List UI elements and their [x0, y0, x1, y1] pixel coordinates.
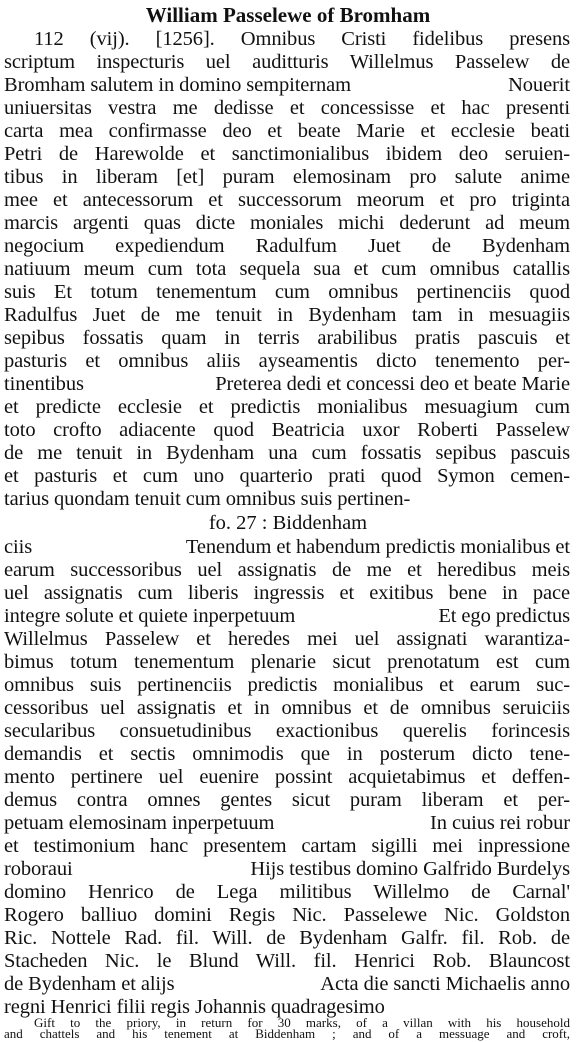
charter-line: domino Henrico de Lega militibus Willelmo de Carnal' — [4, 881, 570, 903]
charter-line: mento pertinere uel euenire possint acquietabimus et deffen- — [4, 766, 570, 788]
charter-line-segment: In cuius rei robur — [430, 812, 570, 834]
charter-line — [4, 858, 570, 880]
charter-line: secularibus consuetudinibus exactionibus querelis forincesis — [4, 720, 570, 742]
charter-line: sepibus fossatis quam in terris arabilibus pratis pascuis et — [4, 327, 570, 349]
charter-line: earum successoribus uel assignatis de me et heredibus meis — [4, 559, 570, 581]
charter-line-segment: Et ego predictus — [438, 605, 570, 627]
charter-line-segment: de Bydenham et alijs — [4, 973, 175, 995]
charter-line: Rogero balliuo domini Regis Nic. Passelewe Nic. Goldston — [4, 904, 570, 926]
charter-line: demus contra omnes gentes sicut puram liberam et per- — [4, 789, 570, 811]
charter-line: Ric. Nottele Rad. fil. Will. de Bydenham Galfr. fil. Rob. de — [4, 927, 570, 949]
charter-line-segment: integre solute et quiete inperpetuum — [4, 605, 296, 627]
charter-line: negocium expediendum Radulfum Juet de Bydenham — [4, 235, 570, 257]
charter-line: marcis argenti quas dicte moniales michi dederunt ad meum — [4, 212, 570, 234]
charter-line: suis Et totum tenementum cum omnibus pertinenciis quod — [4, 281, 570, 303]
charter-line — [4, 812, 570, 834]
charter-line: de me tenuit in Bydenham una cum fossatis sepibus pascuis — [4, 442, 570, 464]
charter-line: omnibus suis pertinenciis predictis monialibus et earum suc- — [4, 674, 570, 696]
charter-line: carta mea confirmasse deo et beate Marie et ecclesie beati — [4, 120, 570, 142]
charter-line: bimus totum tenementum plenarie sicut prenotatum est cum — [4, 651, 570, 673]
charter-line-segment: Acta die sancti Michaelis anno — [320, 973, 570, 995]
footnote-line: Gift to the priory, in return for 30 marks, of a villan with his household — [34, 1015, 570, 1030]
charter-line: scriptum inspecturis uel auditturis Willelmus Passelew de — [4, 51, 570, 73]
charter-line — [4, 973, 570, 995]
charter-line — [4, 373, 570, 395]
charter-line: et testimonium hanc presentem cartam sigilli mei inpressione — [4, 835, 570, 857]
charter-line: et predicte ecclesie et predictis monialibus mesuagium cum — [4, 396, 570, 418]
charter-line: mee et antecessorum et successorum meorum et pro triginta — [4, 189, 570, 211]
charter-line: uel assignatis cum liberis ingressis et exitibus bene in pace — [4, 582, 570, 604]
charter-line-segment: petuam elemosinam inperpetuum — [4, 812, 275, 834]
charter-line: et pasturis et cum uno quarterio prati quod Symon cemen- — [4, 465, 570, 487]
folio-heading: fo. 27 : Biddenham — [208, 512, 368, 534]
footnote-line: and chattels and his tenement at Biddenham ; and of a messuage and croft, — [4, 1026, 570, 1041]
charter-line-segment: Preterea dedi et concessi deo et beate Marie — [215, 373, 570, 395]
charter-line-segment: ciis — [4, 536, 33, 558]
charter-line: demandis et sectis omnimodis que in posterum dicto tene- — [4, 743, 570, 765]
charter-line: regni Henrici filii regis Johannis quadragesimo — [4, 996, 385, 1018]
charter-line: tibus in liberam [et] puram elemosinam pro salute anime — [4, 166, 570, 188]
charter-line-segment: Bromham salutem in domino sempiternam — [4, 74, 352, 96]
charter-line: cessoribus uel assignatis et in omnibus et de omnibus seruiciis — [4, 697, 570, 719]
charter-line — [4, 536, 570, 558]
charter-line: 112 (vij). [1256]. Omnibus Cristi fidelibus presens — [34, 28, 570, 50]
charter-line: uniuersitas vestra me dedisse et concessisse et hac presenti — [4, 97, 570, 119]
charter-line-segment: Tenendum et habendum predictis monialibus et — [185, 536, 570, 558]
charter-line-segment: tinentibus — [4, 373, 84, 395]
footnote-line — [4, 1039, 570, 1040]
charter-line: tarius quondam tenuit cum omnibus suis pertinen- — [4, 488, 411, 510]
charter-line: Stacheden Nic. le Blund Will. fil. Henrici Rob. Blauncost — [4, 950, 570, 972]
charter-line-segment: Nouerit — [508, 74, 570, 96]
charter-line: toto crofto adiacente quod Beatricia uxor Roberti Passelew — [4, 419, 570, 441]
document-title: William Passelewe of Bromham — [145, 3, 431, 27]
charter-line: Radulfus Juet de me tenuit in Bydenham tam in mesuagiis — [4, 304, 570, 326]
charter-line-segment: Hijs testibus domino Galfrido Burdelys — [250, 858, 570, 880]
charter-line — [4, 74, 570, 96]
charter-line: pasturis et omnibus aliis ayseamentis dicto tenemento per- — [4, 350, 570, 372]
charter-line: Willelmus Passelew et heredes mei uel assignati warantiza- — [4, 628, 570, 650]
charter-line: Petri de Harewolde et sanctimonialibus ibidem deo seruien- — [4, 143, 570, 165]
charter-line-segment: roboraui — [4, 858, 73, 880]
charter-line — [4, 605, 570, 627]
charter-line: natiuum meum cum tota sequela sua et cum omnibus catallis — [4, 258, 570, 280]
